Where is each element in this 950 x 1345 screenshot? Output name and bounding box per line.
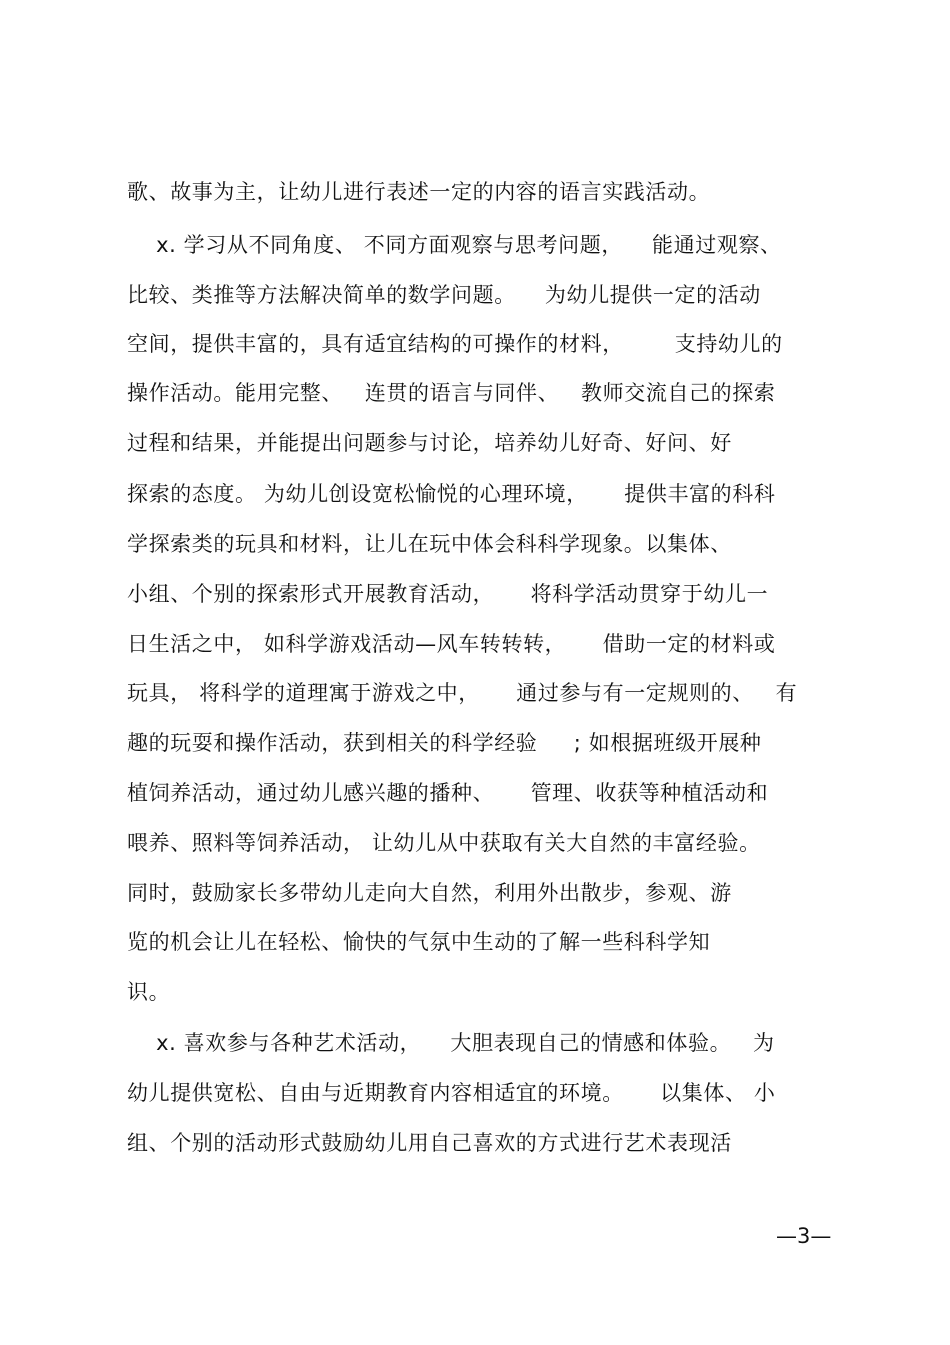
text-line: x. 喜欢参与各种艺术活动， 大胆表现自己的情感和体验。 为 [127, 1031, 775, 1055]
text-line: 览的机会让儿在轻松、愉快的气氛中生动的了解一些科科学知 [127, 930, 711, 954]
text-line: x. 学习从不同角度、 不同方面观察与思考问题， 能通过观察、 [127, 233, 782, 257]
text-line: 喂养、照料等饲养活动， 让幼儿从中获取有关大自然的丰富经验。 [127, 831, 761, 855]
text-line: 日生活之中， 如科学游戏活动—风车转转转， 借助一定的材料或 [127, 632, 776, 656]
text-line: 幼儿提供宽松、自由与近期教育内容相适宜的环境。 以集体、 小 [127, 1081, 776, 1105]
text-line: 玩具， 将科学的道理寓于游戏之中， 通过参与有一定规则的、 有 [127, 681, 798, 705]
text-line: 组、个别的活动形式鼓励幼儿用自己喜欢的方式进行艺术表现活 [127, 1131, 732, 1155]
text-line: 识。 [127, 980, 171, 1004]
text-line: 学探索类的玩具和材料，让儿在玩中体会科科学现象。以集体、 [127, 532, 732, 556]
text-line: 比较、类推等方法解决简单的数学问题。 为幼儿提供一定的活动 [127, 283, 761, 307]
page-number: —3— [776, 1224, 832, 1248]
text-line: 植饲养活动，通过幼儿感兴趣的播种、 管理、收获等种植活动和 [127, 781, 769, 805]
text-line: 空间，提供丰富的，具有适宜结构的可操作的材料， 支持幼儿的 [127, 332, 783, 356]
text-line: 歌、故事为主，让幼儿进行表述一定的内容的语言实践活动。 [127, 180, 711, 204]
text-line: 同时，鼓励家长多带幼儿走向大自然，利用外出散步，参观、游 [127, 881, 732, 905]
text-line: 小组、个别的探索形式开展教育活动， 将科学活动贯穿于幼儿一 [127, 582, 769, 606]
text-line: 探索的态度。 为幼儿创设宽松愉悦的心理环境， 提供丰富的科科 [127, 482, 776, 506]
text-line: 操作活动。能用完整、 连贯的语言与同伴、 教师交流自己的探索 [127, 381, 776, 405]
text-line: 过程和结果，并能提出问题参与讨论，培养幼儿好奇、好问、好 [127, 431, 732, 455]
text-line: 趣的玩耍和操作活动，获到相关的科学经验 ; 如根据班级开展种 [127, 731, 762, 755]
